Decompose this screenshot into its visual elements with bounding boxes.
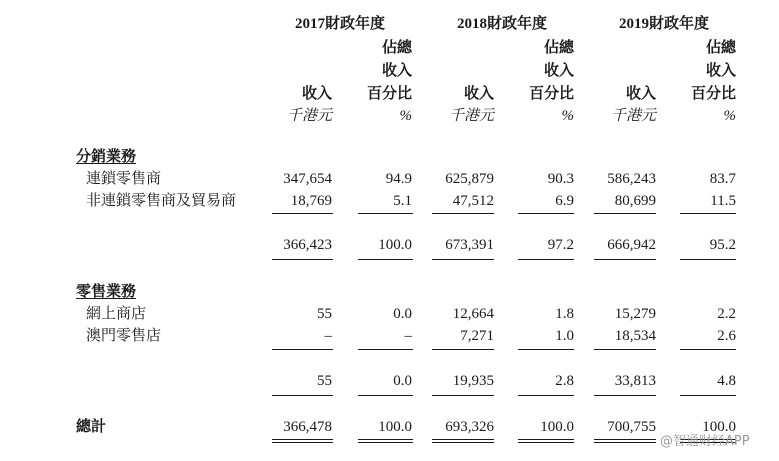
- total-value: 100.0: [378, 419, 412, 435]
- year-header-2019: 2019財政年度: [618, 16, 709, 32]
- total-value: 100.0: [702, 419, 736, 435]
- cell-value: 11.5: [710, 193, 736, 209]
- rule: [272, 213, 333, 214]
- rule: [594, 213, 656, 214]
- row-label-non-chain-retailers: 非連鎖零售商及貿易商: [86, 193, 237, 209]
- double-rule: [432, 439, 494, 440]
- pct-header-line1-2019: 佔總: [705, 40, 736, 56]
- subtotal-value: 366,423: [283, 237, 332, 253]
- cell-value: 6.9: [555, 193, 574, 209]
- cell-value: 15,279: [614, 306, 656, 322]
- cell-value: 94.9: [385, 171, 412, 187]
- rule: [272, 395, 333, 396]
- pct-header-2017: 百分比: [366, 86, 412, 102]
- subtotal-value: 33,813: [614, 373, 656, 389]
- rule: [594, 349, 656, 350]
- subtotal-value: 97.2: [547, 237, 574, 253]
- pct-header-line2-2018: 收入: [543, 63, 574, 79]
- cell-value: 1.0: [555, 328, 574, 344]
- pct-header-line2-2017: 收入: [381, 63, 412, 79]
- cell-value: 2.2: [717, 306, 736, 322]
- revenue-header-2017: 收入: [301, 86, 332, 102]
- double-rule: [358, 442, 413, 443]
- rule: [358, 349, 413, 350]
- total-value: 366,478: [283, 419, 332, 435]
- cell-value: 0.0: [393, 306, 412, 322]
- rule: [358, 395, 413, 396]
- section-title-distribution: 分銷業務: [76, 149, 137, 165]
- unit-pct-2018: %: [561, 108, 574, 124]
- pct-header-line1-2018: 佔總: [543, 40, 574, 56]
- double-rule: [358, 439, 413, 440]
- rule: [680, 349, 736, 350]
- pct-header-2018: 百分比: [528, 86, 574, 102]
- rule: [518, 349, 574, 350]
- unit-pct-2017: %: [399, 108, 412, 124]
- watermark: @智通财经APP: [660, 434, 750, 449]
- subtotal-value: 95.2: [709, 237, 736, 253]
- cell-value: 47,512: [452, 193, 494, 209]
- revenue-header-2019: 收入: [625, 86, 656, 102]
- double-rule: [432, 442, 494, 443]
- rule: [680, 395, 736, 396]
- cell-value: 18,769: [290, 193, 332, 209]
- subtotal-value: 0.0: [393, 373, 412, 389]
- double-rule: [594, 439, 656, 440]
- cell-value: 5.1: [393, 193, 412, 209]
- subtotal-value: 19,935: [452, 373, 494, 389]
- unit-pct-2019: %: [723, 108, 736, 124]
- total-value: 700,755: [607, 419, 656, 435]
- subtotal-value: 55: [317, 373, 332, 389]
- rule: [680, 259, 736, 260]
- cell-value: 7,271: [460, 328, 494, 344]
- cell-value: 12,664: [452, 306, 494, 322]
- cell-value: 18,534: [614, 328, 656, 344]
- pct-header-2019: 百分比: [690, 86, 736, 102]
- subtotal-value: 4.8: [717, 373, 736, 389]
- rule: [432, 349, 494, 350]
- unit-revenue-2018: 千港元: [448, 108, 494, 124]
- rule: [594, 395, 656, 396]
- cell-value: 1.8: [555, 306, 574, 322]
- unit-revenue-2019: 千港元: [610, 108, 656, 124]
- rule: [594, 259, 656, 260]
- cell-value: 347,654: [283, 171, 332, 187]
- double-rule: [518, 439, 574, 440]
- total-label: 總計: [76, 419, 107, 435]
- cell-value: 83.7: [709, 171, 736, 187]
- year-header-2018: 2018財政年度: [456, 16, 547, 32]
- rule: [272, 259, 333, 260]
- subtotal-value: 100.0: [378, 237, 412, 253]
- subtotal-value: 666,942: [607, 237, 656, 253]
- cell-value: 80,699: [614, 193, 656, 209]
- rule: [358, 213, 413, 214]
- subtotal-value: 673,391: [445, 237, 494, 253]
- cell-value: 2.6: [717, 328, 736, 344]
- rule: [518, 395, 574, 396]
- total-value: 693,326: [445, 419, 494, 435]
- double-rule: [594, 442, 656, 443]
- cell-value: 625,879: [445, 171, 494, 187]
- row-label-online-store: 網上商店: [86, 306, 147, 322]
- row-label-chain-retailers: 連鎖零售商: [86, 171, 162, 187]
- rule: [432, 259, 494, 260]
- rule: [272, 349, 333, 350]
- cell-value: 90.3: [547, 171, 574, 187]
- cell-value: –: [324, 328, 332, 344]
- cell-value: –: [404, 328, 412, 344]
- rule: [680, 213, 736, 214]
- row-label-macau-store: 澳門零售店: [86, 328, 162, 344]
- rule: [518, 259, 574, 260]
- total-value: 100.0: [540, 419, 574, 435]
- section-title-retail: 零售業務: [76, 284, 137, 300]
- subtotal-value: 2.8: [555, 373, 574, 389]
- pct-header-line2-2019: 收入: [705, 63, 736, 79]
- pct-header-line1-2017: 佔總: [381, 40, 412, 56]
- cell-value: 586,243: [607, 171, 656, 187]
- rule: [432, 213, 494, 214]
- double-rule: [272, 439, 333, 440]
- cell-value: 55: [317, 306, 332, 322]
- rule: [432, 395, 494, 396]
- rule: [358, 259, 413, 260]
- double-rule: [272, 442, 333, 443]
- double-rule: [518, 442, 574, 443]
- unit-revenue-2017: 千港元: [286, 108, 332, 124]
- revenue-header-2018: 收入: [463, 86, 494, 102]
- year-header-2017: 2017財政年度: [294, 16, 385, 32]
- rule: [518, 213, 574, 214]
